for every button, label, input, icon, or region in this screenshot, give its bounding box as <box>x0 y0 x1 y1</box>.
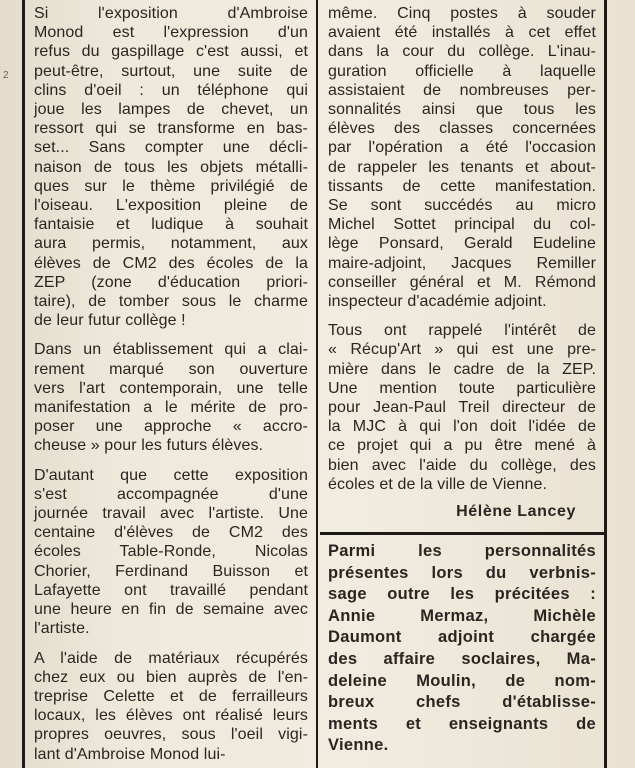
text-line: écoles et de la ville de Vienne. <box>328 475 548 493</box>
article-paragraph <box>34 649 308 764</box>
column-rule-middle <box>316 0 318 768</box>
text-line: ce projet qui a pu être mené à <box>328 437 596 455</box>
text-line: maire-adjoint, Jacques Remiller <box>328 254 596 272</box>
text-line: Lafayette ont travaillé pendant <box>34 581 308 599</box>
text-line: par l'opération a été l'occasion <box>328 139 596 157</box>
text-line: locaux, les élèves ont réalisé leurs <box>34 707 308 725</box>
text-line: joue les lampes de chevet, un <box>34 101 308 119</box>
paragraph-gap <box>34 330 308 340</box>
personalities-box <box>328 541 596 757</box>
text-line: élèves des classes concernées <box>328 120 596 138</box>
text-line: ments et enseignants de <box>328 714 596 733</box>
article-paragraph <box>34 4 308 330</box>
text-line: présentes lors du verbnis- <box>328 563 596 582</box>
text-line: Daumont adjoint chargée <box>328 628 596 647</box>
text-line: breux chefs d'établisse- <box>328 693 596 712</box>
text-line: vers l'art contemporain, une telle <box>34 379 308 397</box>
paragraph-gap <box>328 311 596 321</box>
text-line: Parmi les personnalités <box>328 542 596 561</box>
text-line: taire), de tomber sous le charme <box>34 293 308 311</box>
text-line: poser une approche « accro- <box>34 418 308 436</box>
text-line: Vienne. <box>328 736 389 755</box>
text-line: de leur futur collège ! <box>34 312 186 330</box>
article-paragraph <box>328 4 596 311</box>
text-line: Une mention toute particulière <box>328 379 596 397</box>
paragraph-gap <box>34 639 308 649</box>
text-line: journée travail avec l'artiste. Une <box>34 505 308 523</box>
text-line: manifestation a le mérite de pro- <box>34 399 308 417</box>
article-paragraph <box>34 340 308 455</box>
text-line: Chorier, Ferdinand Buisson et <box>34 562 308 580</box>
text-line: refus du gaspillage c'est aussi, et <box>34 43 308 61</box>
text-line: écoles Table-Ronde, Nicolas <box>34 543 308 561</box>
text-line: clins d'oeil : un téléphone qui <box>34 81 308 99</box>
text-line: lant d'Ambroise Monod lui- <box>34 745 226 763</box>
text-line: fantaisie et ludique à souhait <box>34 216 308 234</box>
author-signature: Hélène Lancey <box>456 503 576 521</box>
text-line: conseiller général et M. Rémond <box>328 273 596 291</box>
text-line: naison de tous les objets métalli- <box>34 158 308 176</box>
column-rule-left <box>22 0 25 768</box>
text-line: dans la cour du collège. L'inau- <box>328 43 596 61</box>
text-line: inspecteur d'académie adjoint. <box>328 293 547 311</box>
margin-mark: 2 <box>3 70 9 81</box>
text-line: avaient été installés à cet effet <box>328 24 596 42</box>
text-line: la MJC à qui l'on doit l'idée de <box>328 418 596 436</box>
text-line: l'oiseau. L'exposition pleine de <box>34 197 308 215</box>
text-line: pour Jean-Paul Treil directeur de <box>328 399 596 417</box>
text-line: lège Ponsard, Gerald Eudeline <box>328 235 596 253</box>
text-line: « Récup'Art » qui est une pre- <box>328 341 596 359</box>
text-line: set... Sans compter une décli- <box>34 139 308 157</box>
text-line: mière dans le cadre de la ZEP. <box>328 360 596 378</box>
text-line: Michel Sottet principal du col- <box>328 216 596 234</box>
paragraph-gap <box>34 456 308 466</box>
text-line: sonnalités ainsi que tous les <box>328 101 596 119</box>
column-rule-right <box>604 0 607 768</box>
text-line: ques sur le thème privilégié de <box>34 177 308 195</box>
text-line: de rappeler les tenants et about- <box>328 158 596 176</box>
article-paragraph <box>34 466 308 639</box>
text-line: aura permis, notamment, aux <box>34 235 308 253</box>
paragraph-gap <box>328 494 596 502</box>
text-line: guration officielle à laquelle <box>328 62 596 80</box>
text-line: ZEP (zone d'éducation priori- <box>34 273 308 291</box>
text-line: s'est accompagnée d'une <box>34 485 308 503</box>
article-column-right <box>328 4 596 757</box>
text-line: peut-être, surtout, une suite de <box>34 62 308 80</box>
text-line: Tous ont rappelé l'intérêt de <box>328 322 596 340</box>
box-divider <box>320 532 604 535</box>
text-line: l'artiste. <box>34 620 90 638</box>
text-line: centaine d'élèves de CM2 des <box>34 524 308 542</box>
text-line: A l'aide de matériaux récupérés <box>34 649 308 667</box>
text-line: élèves de CM2 des écoles de la <box>34 254 308 272</box>
text-line: rement marqué son ouverture <box>34 360 308 378</box>
text-line: Monod est l'expression d'un <box>34 24 308 42</box>
text-line: chez eux ou bien auprès de l'en- <box>34 668 308 686</box>
article-paragraph <box>328 321 596 494</box>
article-column-left <box>34 4 308 764</box>
text-line: Si l'exposition d'Ambroise <box>34 5 308 22</box>
text-line: sage outre les précitées : <box>328 585 596 604</box>
text-line: Se sont succédés au micro <box>328 197 596 215</box>
text-line: Annie Mermaz, Michèle <box>328 606 596 625</box>
text-line: assistaient de nombreuses per- <box>328 81 596 99</box>
text-line: cheuse » pour les futurs élèves. <box>34 437 264 455</box>
text-line: des affaire soclaires, Ma- <box>328 650 596 669</box>
text-line: propres oeuvres, sous l'oeil vigi- <box>34 726 308 744</box>
text-line: bien avec l'aide du collège, des <box>328 456 596 474</box>
text-line: D'autant que cette exposition <box>34 466 308 484</box>
text-line: même. Cinq postes à souder <box>328 5 596 22</box>
text-line: ressort qui se transforme en bas- <box>34 120 308 138</box>
text-line: Dans un établissement qui a clai- <box>34 341 308 359</box>
text-line: tissants de cette manifestation. <box>328 177 596 195</box>
text-line: deleine Moulin, de nom- <box>328 671 596 690</box>
text-line: une heure en fin de semaine avec <box>34 601 308 619</box>
text-line: treprise Celette et de ferrailleurs <box>34 687 308 705</box>
